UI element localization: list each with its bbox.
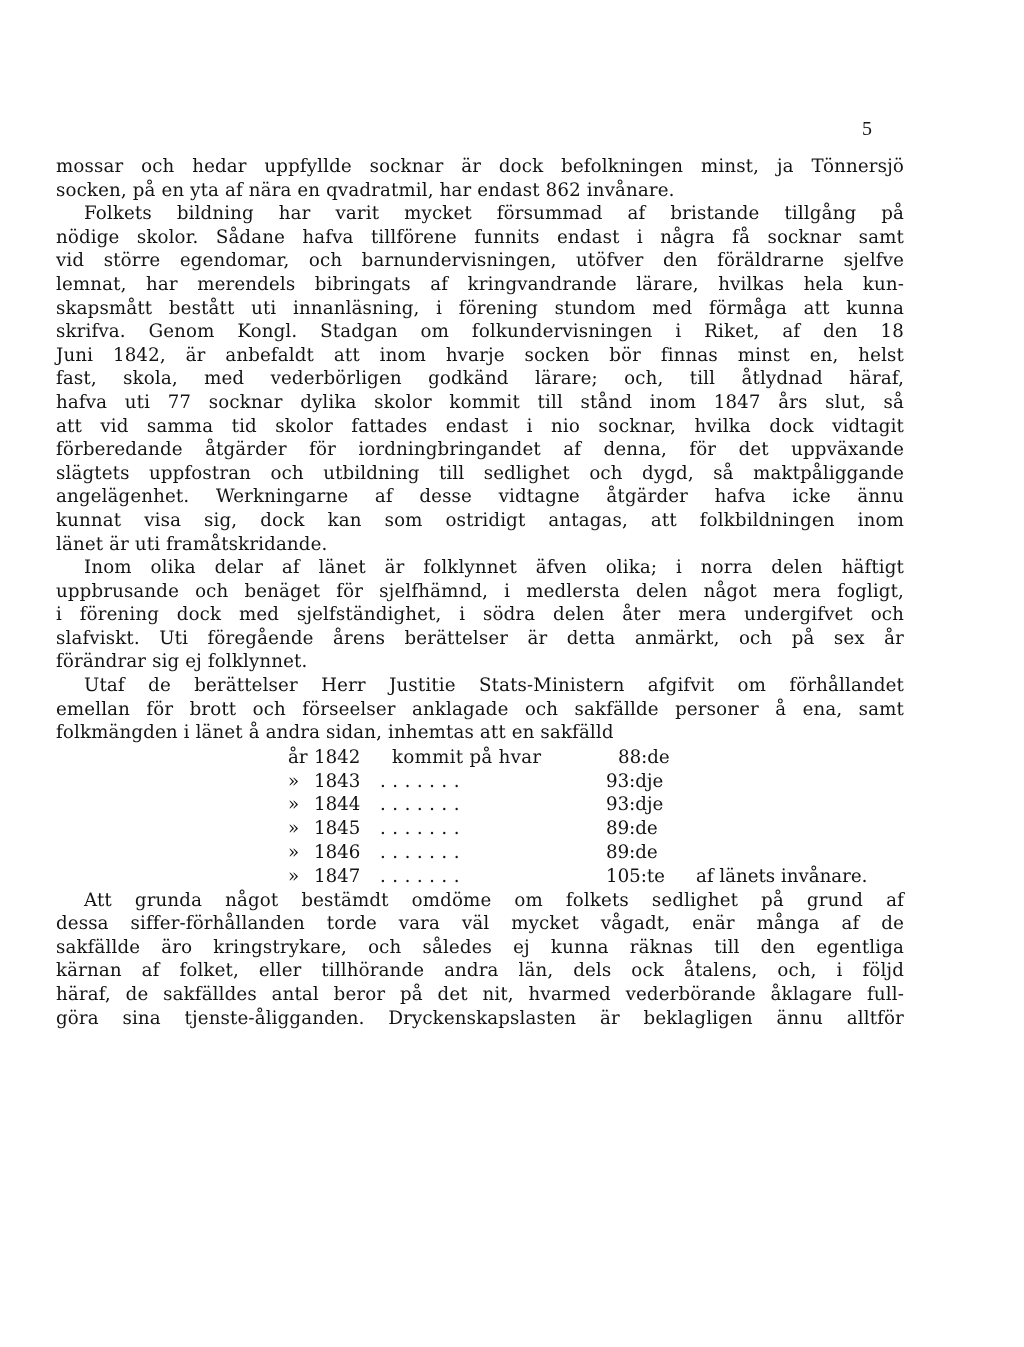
text-line: socken, på en yta af nära en qvadratmil, har endast 862 invånare.	[56, 179, 675, 201]
table-year: 1844	[314, 794, 361, 816]
table-prefix: »	[288, 865, 300, 887]
text-line: uppbrusande och benäget för sjelfhämnd, i medlersta delen något mera fogligt,	[56, 580, 904, 602]
text-line: sakfällde äro kringstrykare, och således ej kunna räknas till den egentliga	[56, 936, 904, 958]
text-line: skrifva. Genom Kongl. Stadgan om folkundervisningen i Riket, af den 18	[56, 321, 904, 343]
text-line: skapsmått bestått uti innanläsning, i förening stundom med förmåga att kunna	[56, 297, 904, 319]
text-line: göra sina tjenste-åligganden. Dryckenskapslasten är beklagligen ännu alltför	[56, 1007, 904, 1029]
table-row	[288, 817, 904, 841]
table-year: 1845	[314, 818, 361, 840]
text-line: Att grunda något bestämdt omdöme om folkets sedlighet på grund af	[84, 889, 904, 911]
table-row	[288, 841, 904, 865]
table-suffix: af länets invånare.	[696, 865, 868, 887]
text-line: Inom olika delar af länet är folklynnet äfven olika; i norra delen häftigt	[84, 557, 904, 579]
table-middle: .......	[380, 842, 466, 864]
table-middle: .......	[380, 770, 466, 792]
table-suffix	[688, 770, 696, 794]
text-line: kärnan af folket, eller tillhörande andra län, dels ock åtalens, och, i följd	[56, 960, 904, 982]
text-line: häraf, de sakfälldes antal beror på det nit, hvarmed vederbörande åklagare full-	[56, 984, 904, 1005]
text-line: nödige skolor. Sådane hafva tillförene funnits endast i några få socknar samt	[56, 226, 904, 248]
table-suffix	[700, 746, 708, 770]
table-year: 1847	[314, 865, 361, 887]
text-line: slafviskt. Uti föregående årens berättelser är detta anmärkt, och på sex år	[56, 627, 904, 649]
table-suffix	[688, 817, 696, 841]
page-number: 5	[862, 118, 872, 140]
text-line: lemnat, har merendels bibringats af kringvandrande lärare, hvilkas hela kun-	[56, 273, 904, 295]
table-year: 1842	[314, 746, 361, 768]
text-line: länet är uti framåtskridande.	[56, 533, 328, 555]
text-line: kunnat visa sig, dock kan som ostridigt antagas, att folkbildningen inom	[56, 509, 904, 531]
table-prefix: år	[288, 746, 308, 768]
text-line: Juni 1842, är anbefaldt att inom hvarje socken bör finnas minst en, helst	[56, 344, 904, 366]
table-middle: .......	[380, 818, 466, 840]
text-line: förändrar sig ej folklynnet.	[56, 651, 308, 673]
table-middle: .......	[380, 865, 466, 887]
text-line: i förening dock med sjelfständighet, i södra delen åter mera undergifvet och	[56, 604, 904, 626]
table-prefix: »	[288, 842, 300, 864]
text-line: Utaf de berättelser Herr Justitie Stats-Ministern afgifvit om förhållandet	[84, 675, 904, 697]
text-line: folkmängden i länet å andra sidan, inhemtas att en sakfälld	[56, 722, 614, 744]
text-line: förberedande åtgärder för iordningbringandet af denna, för det uppväxande	[56, 439, 904, 461]
table-suffix	[688, 841, 696, 865]
text-line: dessa siffer-förhållanden torde vara väl mycket vågadt, enär många af de	[56, 913, 904, 935]
table-value: 89:de	[606, 842, 658, 864]
table-value: 89:de	[606, 818, 658, 840]
table-value: 105:te	[606, 865, 665, 887]
table-prefix: »	[288, 818, 300, 840]
text-line: vid större egendomar, och barnundervisningen, utöfver den föräldrarne sjelfve	[56, 250, 904, 272]
table-year: 1843	[314, 770, 361, 792]
text-line: hafva uti 77 socknar dylika skolor kommit till stånd inom 1847 års slut, så	[56, 391, 904, 413]
table-prefix: »	[288, 794, 300, 816]
table-value: 93:dje	[606, 794, 664, 816]
body-text	[56, 155, 904, 1030]
paragraphs-after-table	[56, 889, 904, 1031]
conviction-table	[288, 746, 904, 889]
text-line: slägtets uppfostran och utbildning till sedlighet och dygd, så maktpåliggande	[56, 462, 904, 484]
table-middle: .......	[380, 794, 466, 816]
paragraphs-before-table	[56, 155, 904, 745]
table-value: 93:dje	[606, 770, 664, 792]
table-row	[288, 770, 904, 794]
text-line: att vid samma tid skolor fattades endast i nio socknar, hvilka dock vidtagit	[56, 415, 904, 437]
text-line: angelägenhet. Werkningarne af desse vidtagne åtgärder hafva icke ännu	[56, 486, 904, 508]
text-line: Folkets bildning har varit mycket försummad af bristande tillgång på	[84, 203, 904, 225]
table-year: 1846	[314, 842, 361, 864]
table-middle: kommit på hvar	[392, 746, 542, 768]
table-row	[288, 793, 904, 817]
table-prefix: »	[288, 770, 300, 792]
text-line: fast, skola, med vederbörligen godkänd lärare; och, till åtlydnad häraf,	[56, 368, 904, 390]
text-line: mossar och hedar uppfyllde socknar är dock befolkningen minst, ja Tönnersjö	[56, 156, 904, 177]
text-line: emellan för brott och förseelser anklagade och sakfällde personer å ena, samt	[56, 698, 904, 720]
table-row	[288, 746, 904, 770]
table-value: 88:de	[618, 746, 670, 768]
table-row	[288, 865, 904, 889]
table-suffix	[688, 793, 696, 817]
